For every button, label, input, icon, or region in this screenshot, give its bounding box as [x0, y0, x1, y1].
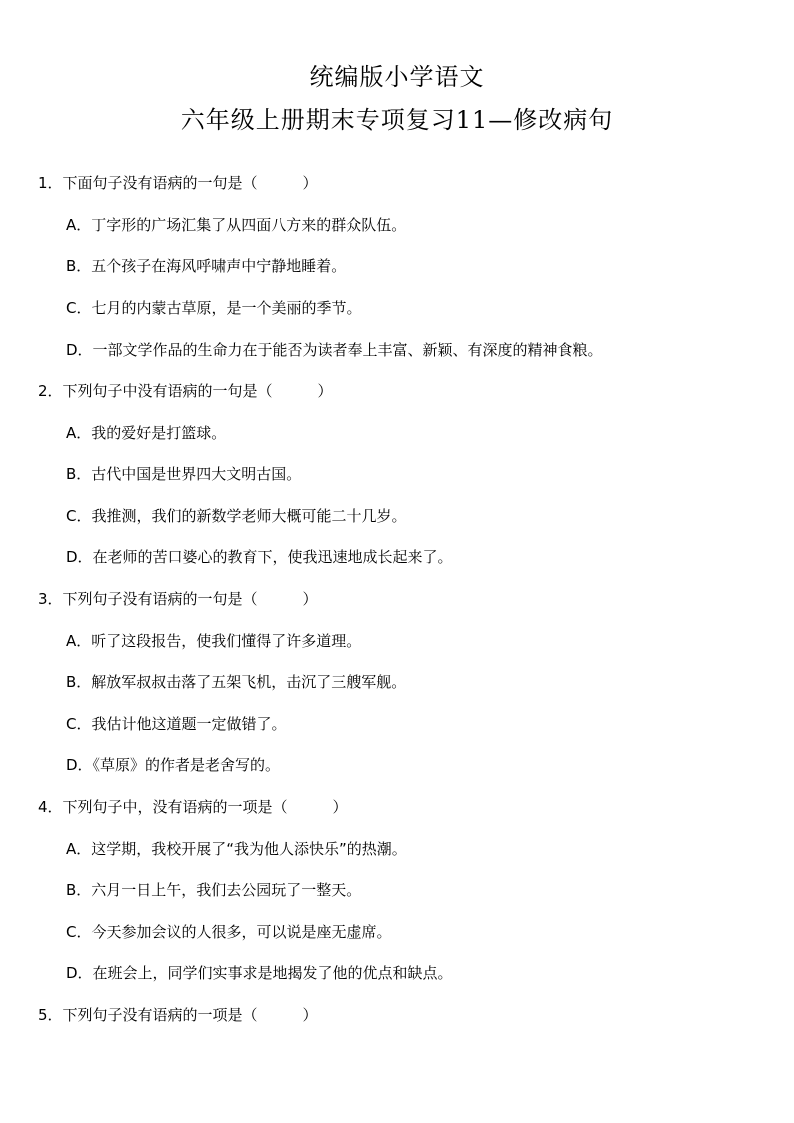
question-5 [38, 1005, 318, 1025]
question-4-option-a: A．这学期，我校开展了“我为他人添快乐”的热潮。 [66, 840, 407, 858]
question-3 [38, 589, 318, 609]
question-stem: 下列句子没有语病的一句是（ ） [62, 590, 318, 608]
document-subtitle: 六年级上册期末专项复习11—修改病句 [180, 106, 614, 134]
question-1-option-d: D．一部文学作品的生命力在于能否为读者奉上丰富、新颖、有深度的精神食粮。 [66, 341, 603, 359]
question-3-option-c: C．我估计他这道题一定做错了。 [66, 715, 287, 733]
question-number: 1． [38, 174, 63, 192]
question-4-option-c: C．今天参加会议的人很多，可以说是座无虚席。 [66, 923, 392, 941]
question-1-option-a: A．丁字形的广场汇集了从四面八方来的群众队伍。 [66, 216, 407, 234]
question-4 [38, 797, 348, 817]
question-number: 2． [38, 382, 63, 400]
question-stem: 下列句子中没有语病的一句是（ ） [62, 382, 333, 400]
question-2-option-a: A．我的爱好是打篮球。 [66, 424, 227, 442]
question-4-option-d: D．在班会上，同学们实事求是地揭发了他的优点和缺点。 [66, 964, 453, 982]
question-4-option-b: B．六月一日上午，我们去公园玩了一整天。 [66, 881, 362, 899]
question-1 [38, 173, 318, 193]
question-1-option-b: B．五个孩子在海风呼啸声中宁静地睡着。 [66, 257, 347, 275]
question-number: 4． [38, 798, 63, 816]
question-2-option-d: D．在老师的苦口婆心的教育下，使我迅速地成长起来了。 [66, 548, 453, 566]
question-2-option-c: C．我推测，我们的新数学老师大概可能二十几岁。 [66, 507, 407, 525]
question-stem: 下列句子中，没有语病的一项是（ ） [62, 798, 348, 816]
question-stem: 下面句子没有语病的一句是（ ） [62, 174, 318, 192]
document-title: 统编版小学语文 [309, 63, 485, 91]
question-3-option-d: D．《草原》的作者是老舍写的。 [66, 756, 281, 774]
question-3-option-b: B．解放军叔叔击落了五架飞机，击沉了三艘军舰。 [66, 673, 407, 691]
question-stem: 下列句子没有语病的一项是（ ） [62, 1006, 318, 1024]
question-2-option-b: B．古代中国是世界四大文明古国。 [66, 465, 302, 483]
question-3-option-a: A．听了这段报告，使我们懂得了许多道理。 [66, 632, 362, 650]
question-number: 3． [38, 590, 63, 608]
question-2 [38, 381, 333, 401]
question-number: 5． [38, 1006, 63, 1024]
question-1-option-c: C．七月的内蒙古草原，是一个美丽的季节。 [66, 299, 362, 317]
